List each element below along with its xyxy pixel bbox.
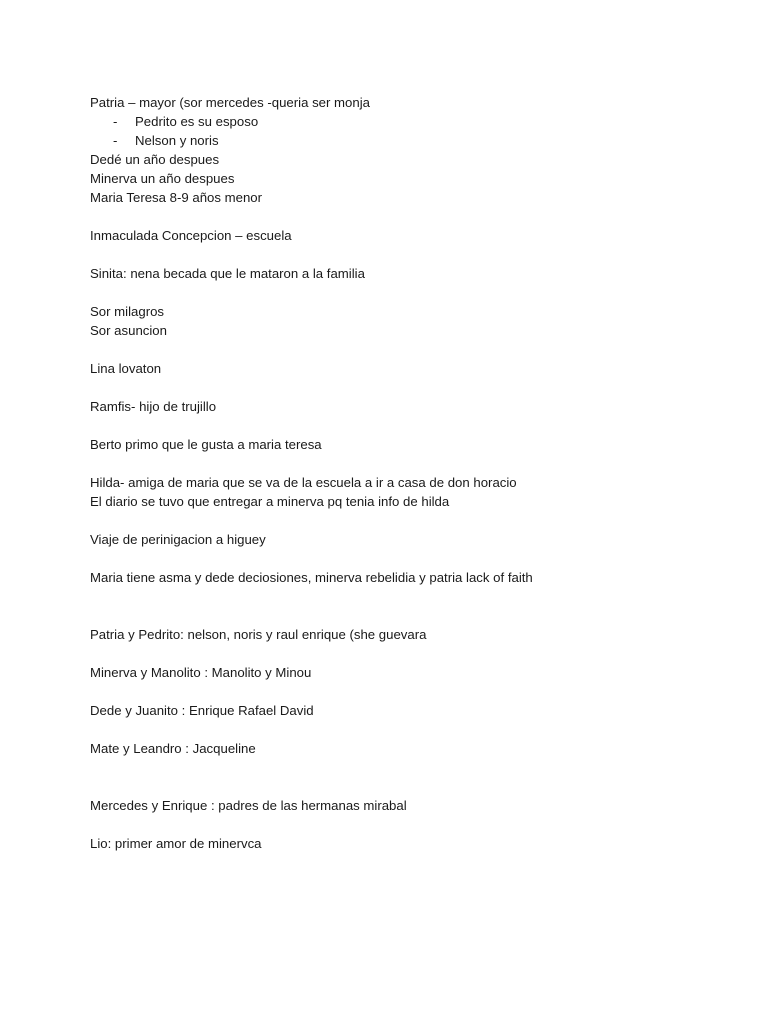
text-line: Viaje de perinigacion a higuey [90, 532, 266, 547]
text-line: Sinita: nena becada que le mataron a la familia [90, 266, 365, 281]
blank-line [90, 340, 690, 359]
blank-line [90, 283, 690, 302]
blank-line [90, 245, 690, 264]
bullet-item [90, 131, 690, 150]
blank-line [90, 511, 690, 530]
blank-line [90, 207, 690, 226]
text-line: Sor milagros [90, 304, 165, 319]
blank-line [90, 815, 690, 834]
text-line: Dedé un año despues [90, 152, 220, 167]
bullet-text: Pedrito es su esposo [135, 114, 259, 129]
text-line: Maria tiene asma y dede deciosiones, minerva rebelidia y patria lack of faith [90, 570, 533, 585]
blank-line [90, 606, 690, 625]
blank-line [90, 758, 690, 777]
blank-line [90, 378, 690, 397]
text-line: Lina lovaton [90, 361, 162, 376]
text-line: Minerva un año despues [90, 171, 235, 186]
blank-line [90, 682, 690, 701]
blank-line [90, 416, 690, 435]
blank-line [90, 777, 690, 796]
text-line: Dede y Juanito : Enrique Rafael David [90, 703, 314, 718]
text-line: Sor asuncion [90, 323, 167, 338]
bullet-item [90, 112, 690, 131]
text-line: Lio: primer amor de minervca [90, 836, 262, 851]
text-line: Patria y Pedrito: nelson, noris y raul enrique (she guevara [90, 627, 427, 642]
text-line: Ramfis- hijo de trujillo [90, 399, 217, 414]
blank-line [90, 720, 690, 739]
text-line: Inmaculada Concepcion – escuela [90, 228, 292, 243]
bullet-marker: - [113, 133, 118, 148]
blank-line [90, 644, 690, 663]
blank-line [90, 454, 690, 473]
text-line: Patria – mayor (sor mercedes -queria ser monja [90, 95, 370, 110]
text-line: Minerva y Manolito : Manolito y Minou [90, 665, 312, 680]
text-line: Mercedes y Enrique : padres de las hermanas mirabal [90, 798, 407, 813]
text-line: Berto primo que le gusta a maria teresa [90, 437, 322, 452]
text-line: Maria Teresa 8-9 años menor [90, 190, 263, 205]
bullet-marker: - [113, 114, 118, 129]
text-line: El diario se tuvo que entregar a minerva pq tenia info de hilda [90, 494, 450, 509]
text-line: Mate y Leandro : Jacqueline [90, 741, 256, 756]
text-line: Hilda- amiga de maria que se va de la escuela a ir a casa de don horacio [90, 475, 517, 490]
blank-line [90, 549, 690, 568]
bullet-text: Nelson y noris [135, 133, 219, 148]
document-body [90, 93, 690, 853]
blank-line [90, 587, 690, 606]
